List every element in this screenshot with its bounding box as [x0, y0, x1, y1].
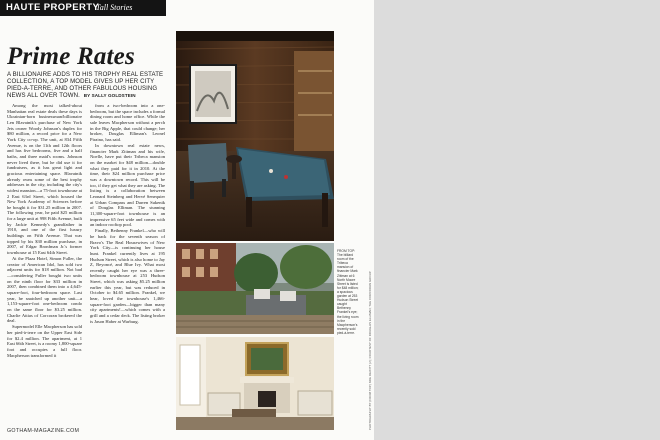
photo-credit: PHOTOGRAPHY BY (FROM TOP) NOE DEWITT (2); COURTESY OF DOUGLAS ELLIMAN; THE CORCORAN GROUP	[368, 271, 372, 430]
section-title: HAUTE PROPERTY	[6, 2, 100, 13]
section-header-bar	[0, 0, 166, 16]
paragraph: Supermodel Elle Macpherson has sold her pied-à-terre on the Upper East Side for $2.4 million. The apartment, at 1 East 66th Street, is a roomy 1,800-square foot and occupies a full floor. Macpherson transformed it	[7, 324, 83, 358]
paragraph: Among the most talked-about Manhattan real estate deals these days is Ukrainian-born businessman/billionaire Len Blavatnik's purchase of New York Jets owner Woody Johnson's duplex for $80 million, a record price for a New York City co-op. The unit, at 834 Fifth Avenue, is on the 11th and 12th floors and has five bedrooms, five and a half baths, and three maid's rooms. Johnson never lived there, but he did use it for fundraisers, as it has great light and gracious entertaining space. Blavatnik already owns some of the best trophy addresses in the city, including the city's widest mansion—a 75-foot townhouse at 2 East 63rd Street, which housed the New York Academy of Sciences before he bought it for $31.25 million in 2007. The following year, he paid $25 million for a large unit at 998 Fifth Avenue, built by Jackie Kennedy's grandfather in 1910, and one of the first luxury buildings on Fifth Avenue. That was topped by his $30 million purchase, in 2007, of Edgar Bronfman Jr.'s former townhouse at 15 East 64th Street.	[7, 103, 82, 256]
paragraph: In downtown real estate news, financier Mark Zittman and his wife, Noelle, have put their Tribeca mansion on the market for $48 million—double what they paid for it in 2010. At the time, their $24 million purchase price was a downtown record. This will be too, if they get what they are asking. The listing is a collaboration between Leonard Steinberg and Hervé Senequier at Urban Compass and Darren Sukenik of Douglas Elliman. The stunning 11,300-square-foot townhouse is an impressive 65 feet wide and comes with an indoor rooftop pool.	[90, 142, 165, 228]
article-deck	[7, 71, 167, 99]
footer-url: GOTHAM-MAGAZINE.COM	[7, 428, 80, 434]
body-column-2	[90, 103, 165, 325]
body-column-1	[7, 103, 82, 359]
deck-text: A BILLIONAIRE ADDS TO HIS TROPHY REAL ESTATE COLLECTION, A TOP MODEL GIVES UP HER CITY PIED-A-TERRE, AND OTHER FABULOUS HOUSING NEWS ALL OVER TOWN.	[7, 71, 164, 100]
paragraph: from a two-bedroom into a one-bedroom, but the space includes a formal dining room and home office. While the sale leaves Macpherson without a perch in the Big Apple, that could change; her broker, Douglas Elliman's Leonel Piraino, has said.	[90, 103, 165, 142]
billiard-room-illustration	[176, 31, 334, 241]
living-room-photo	[176, 337, 334, 430]
section-subtitle: Tall Stories	[96, 3, 133, 12]
billiard-room-photo	[176, 31, 334, 241]
photo-caption: FROM TOP: The billiard room of the Tribeca mansion of financier Mark Zittman at 6 North Moore Street is listed for $48 million; a spacious garden at 253 Hudson Street caught Bethenny Frankel's eye; the living room in the Macpherson's recently sold pied-à-terre.	[337, 249, 359, 335]
page-background	[374, 0, 660, 440]
paragraph: At the Plaza Hotel, Simon Fuller, the creator of American Idol, has sold two adjacent units for $18 million. Not bad—considering Fuller bought two units on the ninth floor for $33 million in 2007, then combined them into a 4,645-square-foot, four-bedroom space. Last year, he snatched up another unit—a 1,153-square-foot one-bedroom condo on the same floor for $3.25 million. Charlie Attias of Corcoran brokered the deal.	[7, 256, 82, 324]
garden-illustration	[176, 243, 334, 334]
byline: BY SALLY GOLDSTEIN	[83, 93, 136, 99]
article-title: Prime Rates	[7, 43, 135, 70]
living-room-illustration	[176, 337, 334, 430]
paragraph: Finally, Bethenny Frankel—who will be back for the seventh season of Bravo's The Real Housewives of New York City—is continuing her house hunt. Frankel currently lives at 195 Hudson Street, which is also home to Jay Z, Beyoncé, and Blue Ivy. What most recently caught her eye was a three-bedroom townhouse at 253 Hudson Street, which was asking $5.25 million earlier this year, but was reduced in October to $4.65 million. Frankel, we hear, loved the townhouse's 1,466-square-foot garden—bigger than many city apartments!—which comes with a grill and a cedar deck. The listing broker is Jason Haber at Warburg.	[90, 228, 166, 324]
garden-terrace-photo	[176, 243, 334, 334]
